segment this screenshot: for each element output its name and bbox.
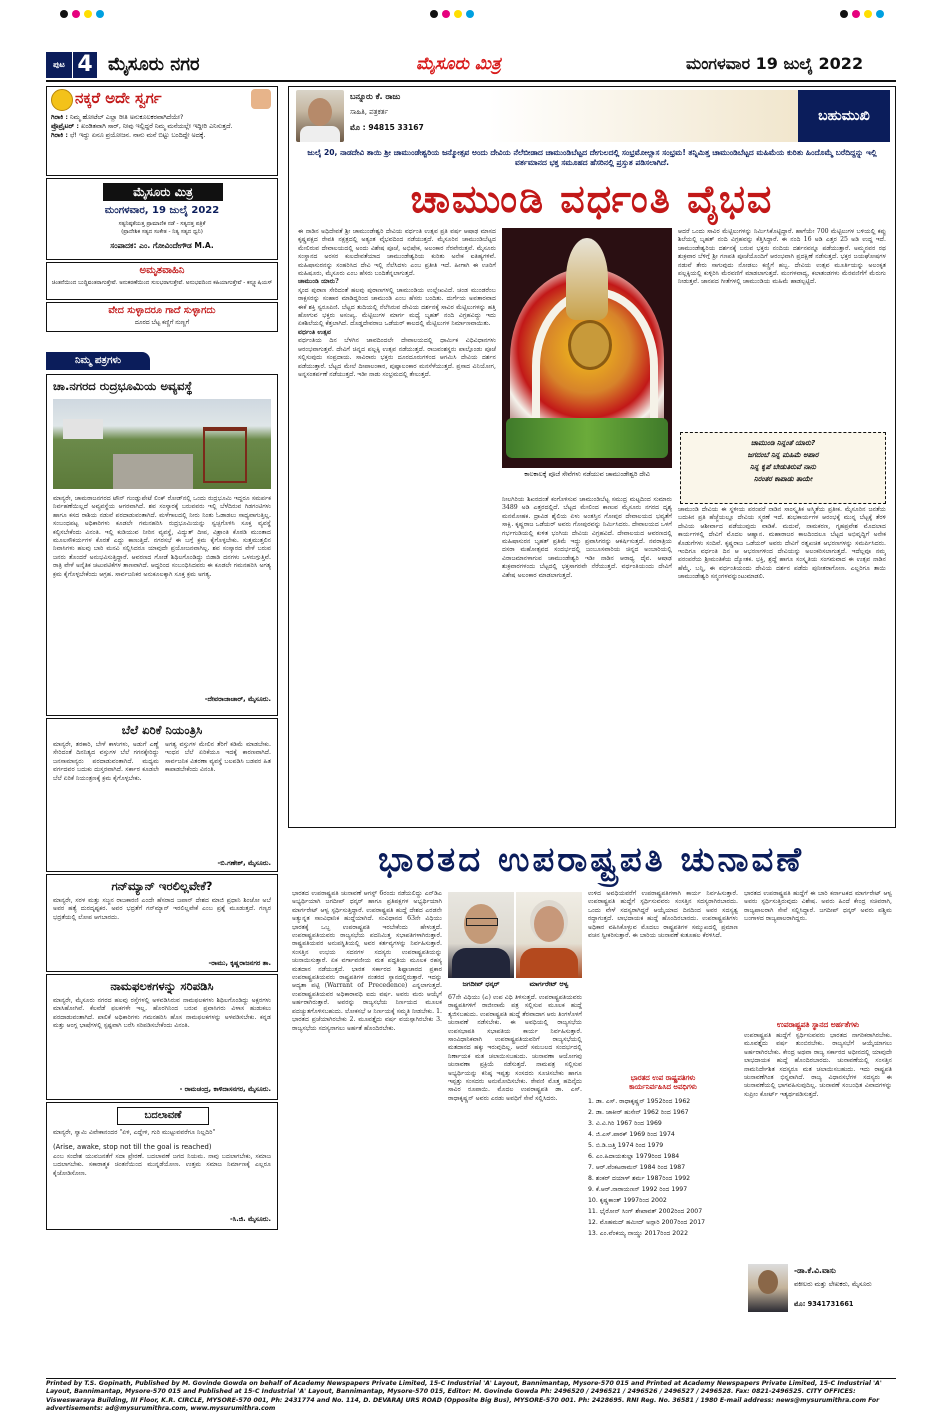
vp-list-item: 13. ಎಂ.ವೆಂಕಯ್ಯ ನಾಯ್ಡು 2017ರಿಂದ 2022 [588, 1230, 689, 1237]
registration-dot [442, 10, 450, 18]
letter-title: ನಾಮಫಲಕಗಳನ್ನು ಸರಿಪಡಿಸಿ [110, 979, 214, 993]
vp-list-box [588, 1074, 738, 1368]
vp-list-item: 11. ಭೈರೋನ್ ಸಿಂಗ್ ಶೇಖಾವತ್ 2002ರಿಂದ 2007 [588, 1208, 703, 1215]
article-headline: ಚಾಮುಂಡಿ ವರ್ಧಂತಿ ವೈಭವ [410, 177, 774, 221]
letter-title: ಬೆಲೆ ಏರಿಕೆ ನಿಯಂತ್ರಿಸಿ [121, 723, 203, 737]
letter-signature: -ದೇವರಾಜಾಚಾರ್, ಮೈಸೂರು. [204, 695, 271, 703]
letter-signature: -ಸಿ.ಜಿ. ಮೈಸೂರು. [230, 1215, 271, 1223]
song-line: ಚಾಮುಂಡಿ ನಿನ್ನಂತೆ ಯಾರು? [750, 439, 816, 447]
vp-article [288, 832, 896, 1376]
letter-body: ಮಾನ್ಯರೇ, ತರಕಾರಿ, ಬೇಳೆ ಕಾಳುಗಳು, ಅಡುಗೆ ಎಣ್ಣೆ ಸೇರಿದಂತೆ ದಿನನಿತ್ಯದ ವಸ್ತುಗಳ ಬೆಲೆ ಗಗನಕ್ಕೇರಿದ್ದು ಜನಸಾಮಾನ್ಯರು ಪರದಾಡುವಂತಾಗಿದೆ. ಮಧ್ಯಮ ವರ್ಗದವರ ಬದುಕು ದುಸ್ತರವಾಗಿದೆ. ಸರ್ಕಾರ ಕೂಡಲೇ ಬೆಲೆ ಏರಿಕೆ ನಿಯಂತ್ರಣಕ್ಕೆ ಕ್ರಮ ಕೈಗೊಳ್ಳಬೇಕು. [53, 741, 159, 782]
glasses-shape [466, 918, 498, 926]
letter-body: ಮಾನ್ಯರೇ, ಸ್ವಾಮಿ ವಿವೇಕಾನಂದರ "ಏಳಿ, ಎದ್ದೇಳಿ, ಗುರಿ ಮುಟ್ಟುವವರೆಗೂ ನಿಲ್ಲದಿರಿ" [53, 1129, 216, 1136]
registration-dot [60, 10, 68, 18]
letter-body: ಮಾನ್ಯರೇ, ಚಾಮರಾಜನಗರದ ಟೌನ್ ಗುಂಡ್ಲುಪೇಟೆ ಲಿಂಕ್ ರೋಡ್‌ನಲ್ಲಿ ಒಂದು ರುದ್ರಭೂಮಿ ಇದ್ದರೂ ಸಮರ್ಪಕ ನಿರ್ವಹಣೆಯಿಲ್ಲದೆ ಅವ್ಯವಸ್ಥೆಯ ಆಗರವಾಗಿದೆ. ಶವ ಸಂಸ್ಕಾರಕ್ಕೆ ಬರುವವರು ಇಲ್ಲಿ ಬೆಳೆದಿರುವ ಗಿಡಗಂಟಿಗಳು ಹಾಗೂ ಕಸದ ರಾಶಿಯ ನಡುವೆ ಪರದಾಡುವಂತಾಗಿದೆ. ಮಳೆಗಾಲದಲ್ಲಿ ನೀರು ನಿಂತು ಓಡಾಡಲು ಸಾಧ್ಯವಾಗುತ್ತಿಲ್ಲ. ಸಂಬಂಧಪಟ್ಟ ಅಧಿಕಾರಿಗಳು ಕೂಡಲೇ ಗಮನಹರಿಸಿ ರುದ್ರಭೂಮಿಯನ್ನು ಸ್ವಚ್ಛಗೊಳಿಸಿ ಸೂಕ್ತ ವ್ಯವಸ್ಥೆ ಕಲ್ಪಿಸಬೇಕೆಂದು ವಿನಂತಿ. ಇಲ್ಲಿ ಕುಡಿಯುವ ನೀರಿನ ವ್ಯವಸ್ಥೆ, ವಿದ್ಯುತ್ ದೀಪ, ವಿಶ್ರಾಂತಿ ಕೊಠಡಿ ಮುಂತಾದ ಮೂಲಸೌಕರ್ಯಗಳ ಕೊರತೆ ಎದ್ದು ಕಾಣುತ್ತಿದೆ. ನಗರಸಭೆ ಈ ಬಗ್ಗೆ ಕ್ರಮ ಕೈಗೊಳ್ಳಬೇಕು. ಸುತ್ತಮುತ್ತಲಿನ ನಿವಾಸಿಗಳು ಹಲವು ಬಾರಿ ಮನವಿ ಸಲ್ಲಿಸಿದರೂ ಯಾವುದೇ ಪ್ರಯೋಜನವಾಗಿಲ್ಲ. ಶವ ಸಂಸ್ಕಾರದ ವೇಳೆ ಬರುವ ಜನರು ತೊಂದರೆ ಅನುಭವಿಸುತ್ತಿದ್ದಾರೆ. ಆವರಣದ ಗೋಡೆ ಶಿಥಿಲಗೊಂಡಿದ್ದು ಬಿಡಾಡಿ ದನಗಳು ಒಳನುಗ್ಗುತ್ತಿವೆ. ರಾತ್ರಿ ವೇಳೆ ಅನೈತಿಕ ಚಟುವಟಿಕೆಗಳ ತಾಣವಾಗಿದೆ. ಆದ್ದರಿಂದ ಸಂಬಂಧಿಸಿದವರು ಈ ಕೂಡಲೇ ಗಮನಹರಿಸಿ ಅಗತ್ಯ ಕ್ರಮ ಕೈಗೊಳ್ಳಬೇಕೆಂದು ಆಗ್ರಹ. ಸಾರ್ವಜನಿಕರ ಅನುಕೂಲಕ್ಕಾಗಿ ಸೂಕ್ತ ಕ್ರಮ ಅಗತ್ಯ. [53, 495, 271, 578]
author-phone: ಮೊ: 9341731661 [794, 1300, 854, 1308]
author-name: ಬನ್ನೂರು ಕೆ. ರಾಜು [350, 92, 401, 101]
cartoon-icon [251, 89, 271, 109]
veda-text: ದೂರದ ಬೆಟ್ಟ ಕಣ್ಣಿಗೆ ನುಣ್ಣಗೆ [134, 319, 190, 326]
letter-box [46, 974, 278, 1100]
vp-list-item: 2. ಡಾ. ಜಾಕೀರ್ ಹುಸೇನ್ 1962 ರಿಂದ 1967 [588, 1109, 689, 1116]
vp-list-item: 7. ಆರ್.ವೆಂಕಟರಾಮನ್ 1984 ರಿಂದ 1987 [588, 1164, 686, 1171]
vp-body-col4b: ಉಪರಾಷ್ಟ್ರಪತಿ ಹುದ್ದೆಗೆ ಸ್ಪರ್ಧಿಸುವವರು ಭಾರತದ ನಾಗರಿಕರಾಗಿರಬೇಕು. ಮೂವತ್ತೈದು ವರ್ಷ ತುಂಬಿರಬೇಕು. ರಾಜ್ಯಸಭೆಗೆ ಆಯ್ಕೆಯಾಗಲು ಅರ್ಹರಾಗಿರಬೇಕು. ಕೇಂದ್ರ ಅಥವಾ ರಾಜ್ಯ ಸರ್ಕಾರದ ಅಧೀನದಲ್ಲಿ ಯಾವುದೇ ಲಾಭದಾಯಕ ಹುದ್ದೆ ಹೊಂದಿರಬಾರದು. ಚುನಾವಣೆಯಲ್ಲಿ ಸಂಸತ್ತಿನ ನಾಮನಿರ್ದೇಶಿತ ಸದಸ್ಯರೂ ಮತ ಚಲಾಯಿಸಬಹುದು. ಇದು ರಾಷ್ಟ್ರಪತಿ ಚುನಾವಣೆಗಿಂತ ಭಿನ್ನವಾಗಿದೆ. ರಾಜ್ಯ ವಿಧಾನಸಭೆಗಳ ಸದಸ್ಯರು ಈ ಚುನಾವಣೆಯಲ್ಲಿ ಭಾಗವಹಿಸುವುದಿಲ್ಲ. ಚುನಾವಣೆ ಸಂಬಂಧಿತ ವಿವಾದಗಳನ್ನು ಸುಪ್ರೀಂ ಕೋರ್ಟ್ ಇತ್ಯರ್ಥಪಡಿಸುತ್ತದೆ. [744, 1032, 892, 1098]
article-body-col2: ನೀಲಗಿರಿಯ ಶಿಖರದಂತೆ ಕಂಗೊಳಿಸುವ ಚಾಮುಂಡಿಬೆಟ್ಟ ಸಮುದ್ರ ಮಟ್ಟದಿಂದ ಸುಮಾರು 3489 ಅಡಿ ಎತ್ತರದಲ್ಲಿದೆ. ಬೆಟ್ಟದ ಮೇಲಿಂದ ಕಾಣುವ ಮೈಸೂರು ನಗರದ ದೃಶ್ಯ ಮನಮೋಹಕ. ದ್ರಾವಿಡ ಶೈಲಿಯ ಏಳು ಅಂತಸ್ತಿನ ಗೋಪುರ ದೇವಾಲಯದ ಭವ್ಯತೆಗೆ ಸಾಕ್ಷಿ. ಕೃಷ್ಣರಾಜ ಒಡೆಯರ್ ಅವರು ಗೋಪುರವನ್ನು ನಿರ್ಮಿಸಿದರು. ದೇವಾಲಯದ ಒಳಗೆ ಗರ್ಭಗುಡಿಯಲ್ಲಿ ಕುಳಿತ ಭಂಗಿಯ ದೇವಿಯ ವಿಗ್ರಹವಿದೆ. ದೇವಾಲಯದ ಆವರಣದಲ್ಲಿ ಮಹಿಷಾಸುರನ ಬೃಹತ್ ಪ್ರತಿಮೆ ಇದ್ದು ಪ್ರವಾಸಿಗರನ್ನು ಆಕರ್ಷಿಸುತ್ತದೆ. ನವರಾತ್ರಿಯ ದಸರಾ ಮಹೋತ್ಸವದ ಸಂದರ್ಭದಲ್ಲಿ ಜಂಬೂಸವಾರಿಯ ಚಿನ್ನದ ಅಂಬಾರಿಯಲ್ಲಿ ವಿರಾಜಮಾನಳಾಗುವ ಚಾಮುಂಡೇಶ್ವರಿ ಇಡೀ ನಾಡಿನ ಆರಾಧ್ಯ ದೈವ. ಆಷಾಢ ಶುಕ್ರವಾರಗಳಂದು ಬೆಟ್ಟದಲ್ಲಿ ಭಕ್ತಸಾಗರವೇ ನೆರೆಯುತ್ತದೆ. ವರ್ಧಂತಿಯಂದು ದೇವಿಗೆ ವಿಶೇಷ ಅಲಂಕಾರ ಮಾಡಲಾಗುತ್ತದೆ. [502, 496, 672, 579]
letter-body: ಮಾನ್ಯರೇ, ಮೈಸೂರು ನಗರದ ಹಲವು ರಸ್ತೆಗಳಲ್ಲಿ ಅಳವಡಿಸಿರುವ ನಾಮಫಲಕಗಳು ಶಿಥಿಲಗೊಂಡಿದ್ದು ಅಕ್ಷರಗಳು ಮಾಸಿಹೋಗಿವೆ. ಕೆಲವೆಡೆ ಫಲಕಗಳೇ ಇಲ್ಲ. ಹೊರಗಿನಿಂದ ಬರುವ ಪ್ರವಾಸಿಗರು ವಿಳಾಸ ಹುಡುಕಲು ಪರದಾಡುವಂತಾಗಿದೆ. ಪಾಲಿಕೆ ಅಧಿಕಾರಿಗಳು ಗಮನಹರಿಸಿ ಹೊಸ ನಾಮಫಲಕಗಳನ್ನು ಅಳವಡಿಸಬೇಕು. ಕನ್ನಡ ಮತ್ತು ಆಂಗ್ಲ ಭಾಷೆಗಳಲ್ಲಿ ಸ್ಪಷ್ಟವಾಗಿ ಬರೆಸಿ ಸರಿಪಡಿಸಬೇಕೆಂದು ವಿನಂತಿ. [53, 997, 271, 1030]
vp-list-item: 12. ಮೊಹಮದ್ ಹಮೀದ್ ಅನ್ಸಾರಿ 2007ರಿಂದ 2017 [588, 1219, 706, 1226]
leaf-decoration [506, 418, 668, 458]
letter-quote: (Arise, awake, stop not till the goal is reached) [53, 1143, 212, 1151]
author-role: ಸಾಹಿತಿ, ಪತ್ರಕರ್ತ [350, 108, 389, 116]
amrutha-box [46, 262, 278, 300]
letter-box [46, 374, 278, 716]
registration-dot [852, 10, 860, 18]
bahumukhi-article [288, 86, 896, 828]
song-line: ನಿರಂತರ ಕಾಪಾಡು ತಾಯೇ [753, 475, 813, 483]
shirt-shape [300, 126, 340, 142]
goddess-photo [502, 228, 672, 468]
article-body-col1: ಈ ನಾಡಿನ ಅಧಿದೇವತೆ ಶ್ರೀ ಚಾಮುಂಡೇಶ್ವರಿ ದೇವಿಯ ವರ್ಧಂತಿ ಉತ್ಸವ ಪ್ರತಿ ವರ್ಷ ಆಷಾಢ ಮಾಸದ ಕೃಷ್ಣಪಕ್ಷದ ರೇವತಿ ನಕ್ಷತ್ರದಲ್ಲಿ ಅತ್ಯಂತ ವೈಭವದಿಂದ ನಡೆಯುತ್ತದೆ. ಮೈಸೂರಿನ ಚಾಮುಂಡಿಬೆಟ್ಟದ ಮೇಲಿರುವ ದೇವಾಲಯದಲ್ಲಿ ಅಂದು ವಿಶೇಷ ಪೂಜೆ, ಅಭಿಷೇಕ, ಅಲಂಕಾರ ನೆರವೇರುತ್ತವೆ. ಮೈಸೂರು ಸಂಸ್ಥಾನದ ಅರಸರ ಕುಲದೇವತೆಯಾದ ಚಾಮುಂಡೇಶ್ವರಿಯ ಕುರಿತು ಅನೇಕ ಐತಿಹ್ಯಗಳಿವೆ. ಮಹಿಷಾಸುರನನ್ನು ಸಂಹರಿಸಿದ ದೇವಿ ಇಲ್ಲಿ ನೆಲೆಸಿದಳು ಎಂಬ ಪ್ರತೀತಿ ಇದೆ. ಹೀಗಾಗಿ ಈ ಊರಿಗೆ ಮಹಿಷೂರು, ಮೈಸೂರು ಎಂಬ ಹೆಸರು ಬಂದಿತೆನ್ನಲಾಗುತ್ತದೆ. ಚಾಮುಂಡಿ ಯಾರು? ಸ್ಕಂದ ಪುರಾಣ ಸೇರಿದಂತೆ ಹಲವು ಪುರಾಣಗಳಲ್ಲಿ ಚಾಮುಂಡಿಯ ಉಲ್ಲೇಖವಿದೆ. ಚಂಡ ಮುಂಡರೆಂಬ ರಾಕ್ಷಸರನ್ನು ಸಂಹಾರ ಮಾಡಿದ್ದರಿಂದ ಚಾಮುಂಡಿ ಎಂಬ ಹೆಸರು ಬಂದಿತು. ದುರ್ಗೆಯ ಅವತಾರವಾದ ಈಕೆ ಶಕ್ತಿ ಸ್ವರೂಪಿಣಿ. ಬೆಟ್ಟದ ತುದಿಯಲ್ಲಿ ನೆಲೆಸಿರುವ ದೇವಿಯ ದರ್ಶನಕ್ಕೆ ಸಾವಿರ ಮೆಟ್ಟಿಲುಗಳನ್ನು ಹತ್ತಿ ಹೋಗುವ ಭಕ್ತರು ಅಸಂಖ್ಯ. ಮೆಟ್ಟಿಲುಗಳ ಮಾರ್ಗ ಮಧ್ಯೆ ಬೃಹತ್ ನಂದಿ ವಿಗ್ರಹವಿದ್ದು ಇದು ಏಕಶಿಲೆಯಲ್ಲಿ ಕೆತ್ತಲಾಗಿದೆ. ದೊಡ್ಡದೇವರಾಜ ಒಡೆಯರ್ ಕಾಲದಲ್ಲಿ ಮೆಟ್ಟಿಲುಗಳ ನಿರ್ಮಾಣವಾಯಿತು. ವರ್ಧಂತಿ ಉತ್ಸವ ವರ್ಧಂತಿಯ ದಿನ ಬೆಳಗಿನ ಜಾವದಿಂದಲೇ ದೇವಾಲಯದಲ್ಲಿ ಧಾರ್ಮಿಕ ವಿಧಿವಿಧಾನಗಳು ಆರಂಭವಾಗುತ್ತವೆ. ದೇವಿಗೆ ಚಿನ್ನದ ಪಲ್ಲಕ್ಕಿ ಉತ್ಸವ ನಡೆಯುತ್ತದೆ. ರಾಜವಂಶಸ್ಥರು ಪಾಲ್ಗೊಂಡು ಪೂಜೆ ಸಲ್ಲಿಸುವುದು ಸಂಪ್ರದಾಯ. ಸಾವಿರಾರು ಭಕ್ತರು ದೂರದೂರುಗಳಿಂದ ಆಗಮಿಸಿ ದೇವಿಯ ದರ್ಶನ ಪಡೆಯುತ್ತಾರೆ. ಬೆಟ್ಟದ ಮೇಲೆ ದೀಪಾಲಂಕಾರ, ಪುಷ್ಪಾಲಂಕಾರ ಮನಸೆಳೆಯುತ್ತದೆ. ಪ್ರಸಾದ ವಿನಿಯೋಗ, ಅನ್ನಸಂತರ್ಪಣೆ ನಡೆಯುತ್ತದೆ. ಇಡೀ ನಾಡು ಸಂಭ್ರಮದಲ್ಲಿ ತೇಲುತ್ತದೆ. [298, 228, 496, 378]
paper-tagline: ಸತ್ಯನಿಷ್ಠತೆಯತ್ತ ಪ್ರಾಮಾಣಿಕ ನಡೆ - ಸತ್ಯದತ್ತ ಪತ್ರಿಕೆ [118, 221, 206, 227]
amrutha-text: ಚಿಂತನೆಯಿಂದ ಬುದ್ಧಿವಂತರಾಗುತ್ತೇವೆ. ಅನುಕರಣೆಯಿಂದ ಸುಲಭರಾಗುತ್ತೇವೆ. ಅನುಭವದಿಂದ ಕಹಿಯಾಗುತ್ತೇವೆ - ಕನ್ಫ್ಯೂಷಿಯಸ್ [51, 280, 273, 286]
letter-title: ಚಾ.ನಗರದ ರುದ್ರಭೂಮಿಯ ಅವ್ಯವಸ್ಥೆ [53, 379, 193, 393]
left-column [46, 86, 278, 1376]
vp-body-col1: ಭಾರತದ ಉಪರಾಷ್ಟ್ರಪತಿ ಚುನಾವಣೆ ಆಗಸ್ಟ್ 6ರಂದು ನಡೆಯಲಿದ್ದು ಎನ್‌ಡಿಎ ಅಭ್ಯರ್ಥಿಯಾಗಿ ಜಗದೀಪ್ ಧನ್ಕರ್ ಹಾಗೂ ಪ್ರತಿಪಕ್ಷಗಳ ಅಭ್ಯರ್ಥಿಯಾಗಿ ಮಾರ್ಗರೇಟ್ ಆಳ್ವ ಸ್ಪರ್ಧಿಸುತ್ತಿದ್ದಾರೆ. ಉಪರಾಷ್ಟ್ರಪತಿ ಹುದ್ದೆ ದೇಶದ ಎರಡನೇ ಅತ್ಯುನ್ನತ ಸಾಂವಿಧಾನಿಕ ಹುದ್ದೆಯಾಗಿದೆ. ಸಂವಿಧಾನದ 63ನೇ ವಿಧಿಯು ಭಾರತಕ್ಕೆ ಒಬ್ಬ ಉಪರಾಷ್ಟ್ರಪತಿ ಇರಬೇಕೆಂದು ಹೇಳುತ್ತದೆ. ಉಪರಾಷ್ಟ್ರಪತಿಯವರು ರಾಜ್ಯಸಭೆಯ ಪದನಿಮಿತ್ತ ಸಭಾಪತಿಗಳಾಗಿರುತ್ತಾರೆ. ರಾಷ್ಟ್ರಪತಿಯವರ ಅನುಪಸ್ಥಿತಿಯಲ್ಲಿ ಅವರ ಕರ್ತವ್ಯಗಳನ್ನು ನಿರ್ವಹಿಸುತ್ತಾರೆ. ಸಂಸತ್ತಿನ ಉಭಯ ಸದನಗಳ ಸದಸ್ಯರು ಉಪರಾಷ್ಟ್ರಪತಿಯನ್ನು ಚುನಾಯಿಸುತ್ತಾರೆ. ಏಕ ವರ್ಗಾವಣೀಯ ಮತ ಪದ್ಧತಿಯ ಮೂಲಕ ರಹಸ್ಯ ಮತದಾನ ನಡೆಯುತ್ತದೆ. ಭಾರತ ಸರ್ಕಾರದ ಶಿಷ್ಟಾಚಾರದ ಪ್ರಕಾರ ಉಪರಾಷ್ಟ್ರಪತಿಯವರು ರಾಷ್ಟ್ರಪತಿಗಳ ನಂತರದ ಸ್ಥಾನದಲ್ಲಿರುತ್ತಾರೆ. ಇದನ್ನು ಆದ್ಯತಾ ಪಟ್ಟಿ (Warrant of Precedence) ಎನ್ನಲಾಗುತ್ತದೆ. ಉಪರಾಷ್ಟ್ರಪತಿಯವರ ಅಧಿಕಾರಾವಧಿ ಐದು ವರ್ಷ. ಅವರು ಮರು ಆಯ್ಕೆಗೆ ಅರ್ಹರಾಗಿರುತ್ತಾರೆ. ಅವರನ್ನು ರಾಜ್ಯಸಭೆಯ ನಿರ್ಣಯದ ಮೂಲಕ ಪದಚ್ಯುತಗೊಳಿಸಬಹುದು. ಲೋಕಸಭೆ ಆ ನಿರ್ಣಯಕ್ಕೆ ಸಮ್ಮತಿ ನೀಡಬೇಕು. 1. ಭಾರತದ ಪ್ರಜೆಯಾಗಿರಬೇಕು 2. ಮೂವತ್ತೈದು ವರ್ಷ ವಯಸ್ಸಾಗಿರಬೇಕು 3. ರಾಜ್ಯಸಭೆಯ ಸದಸ್ಯನಾಗಲು ಅರ್ಹತೆ ಹೊಂದಿರಬೇಕು. [292, 890, 442, 1032]
paper-info-box [46, 178, 278, 260]
vp-list-item: 1. ಡಾ. ಎಸ್. ರಾಧಾಕೃಷ್ಣನ್ 1952ರಿಂದ 1962 [588, 1098, 691, 1105]
vp-list-item: 6. ಎಂ.ಹಿದಾಯತುಲ್ಲಾ 1979ರಿಂದ 1984 [588, 1153, 680, 1160]
letter-body: ಎಂಬ ಸಂದೇಶ ಯುವಜನತೆಗೆ ಸದಾ ಪ್ರೇರಣೆ. ಬದಲಾವಣೆ ಜಗದ ನಿಯಮ. ನಾವು ಬದಲಾಗಬೇಕು, ಸಮಾಜ ಬದಲಾಗಬೇಕು. ಸಕಾರಾತ್ಮಕ ಚಿಂತನೆಯಿಂದ ಮುನ್ನಡೆಯೋಣ. ಉತ್ತಮ ಸಮಾಜ ನಿರ್ಮಾಣಕ್ಕೆ ಎಲ್ಲರೂ ಕೈಜೋಡಿಸೋಣ. [53, 1153, 271, 1177]
vp-list-title: ಕಾರ್ಯನಿರ್ವಹಿಸಿದ ಅವಧಿಗಳು [629, 1083, 697, 1091]
column-name: ಬಹುಮುಖಿ [798, 90, 890, 142]
author-photo [748, 1264, 788, 1312]
imprint-text: Printed by T.S. Gopinath, Published by M. Govinde Gowda on behalf of Academy Newspapers Private Limited, 15-C Industrial 'A' Layout, Bannimantap, Mysore-570 015 and Printed at Academy Newspapers Private Limited, 15-C Industrial 'A' Layout, Bannimantap, Mysore-570 015 and Published at 15-C Industrial 'A' Layout, Bannimantap, Mysore-570 015, Editor: M. Govinde Gowda Ph: 2496520 / 2496521 / 2496526 / 2496527 / 2496528. Fax: 0821-2496525. CITY OFFICES: Visweswaraya Building, III Floor, K.R. CIRCLE, MYSORE-570 001, Ph: 2431774 and No. 114, D. DEVARAJ URS ROAD (Opposite Big Bus), MYSORE-570 001. Ph: 2428695. RNI Reg. No. 36581 / 1980 E-mail address: news@mysurumithra.com For advertisements: ad@mysurumithra.com, www.mysurumithra.com [46, 1380, 882, 1413]
header-rule [46, 80, 896, 82]
letter-box [46, 718, 278, 872]
gate-shape [203, 427, 247, 483]
vp-headline: ಭಾರತದ ಉಪರಾಷ್ಟ್ರಪತಿ ಚುನಾವಣೆ [377, 840, 805, 880]
song-line: ನಿನ್ನ ಕೃಪೆ ಬೇಡುತಿರುವೆ ನಾನು [750, 463, 816, 471]
face-shape [534, 906, 564, 942]
author-phone: ಮೊ : 94815 33167 [350, 123, 424, 132]
author-info [350, 92, 490, 133]
article-body-col3: ಆದರೆ ಒಂದು ಸಾವಿರ ಮೆಟ್ಟಿಲುಗಳನ್ನು ನಿರ್ಮಿಸಿಕೊಟ್ಟಿದ್ದಾರೆ. ಹಾಗೆಯೇ 700 ಮೆಟ್ಟಿಲುಗಳ ಬಳಿಯಲ್ಲಿ ಕಪ್ಪು ಶಿಲೆಯಲ್ಲಿ ಬೃಹತ್ ನಂದಿ ವಿಗ್ರಹವನ್ನು ಕೆತ್ತಿಸಿದ್ದಾರೆ. ಈ ನಂದಿ 16 ಅಡಿ ಎತ್ತರ 25 ಅಡಿ ಉದ್ದ ಇದೆ. ಚಾಮುಂಡೇಶ್ವರಿಯ ದರ್ಶನಕ್ಕೆ ಬರುವ ಭಕ್ತರು ನಂದಿಯ ದರ್ಶನವನ್ನೂ ಪಡೆಯುತ್ತಾರೆ. ಅಮ್ಮನವರ ರಥ ಶುಕ್ರವಾರ ಬೆಳಿಗ್ಗೆ ಶ್ರೀ ಗಣಪತಿ ಪೂಜೆಯೊಂದಿಗೆ ಆರಂಭವಾಗಿ ಪ್ರದಕ್ಷಿಣೆ ನಡೆಸುತ್ತದೆ. ಭಕ್ತರ ಜಯಘೋಷಗಳ ನಡುವೆ ತೇರು ಸಾಗುವುದು ನೋಡಲು ಕಣ್ಣಿಗೆ ಹಬ್ಬ. ದೇವಿಯ ಉತ್ಸವ ಮೂರ್ತಿಯನ್ನು ಅಲಂಕೃತ ಪಲ್ಲಕ್ಕಿಯಲ್ಲಿ ಕುಳ್ಳಿರಿಸಿ ಮೆರವಣಿಗೆ ಮಾಡಲಾಗುತ್ತದೆ. ಮಂಗಳವಾದ್ಯ, ಕಲಾತಂಡಗಳು ಮೆರವಣಿಗೆಗೆ ಮೆರುಗು ನೀಡುತ್ತವೆ. ಜಾನಪದ ಗೀತೆಗಳಲ್ಲಿ ಚಾಮುಂಡಿಯ ಮಹಿಮೆ ಹಾಡಲ್ಪಟ್ಟಿದೆ. [678, 228, 886, 286]
veda-title: ವೇದ ಸುಳ್ಳಾದರೂ ಗಾದೆ ಸುಳ್ಳಾಗದು [108, 305, 216, 316]
photo-caption: ಕಾಲಕಾಲಕ್ಕೆ ಪೂಜೆ ಸೇವೆಗಳು ನಡೆಯುವ ಚಾಮುಂಡೇಶ್ವರಿ ದೇವಿ [524, 470, 650, 478]
letter-title-box: ಬದಲಾವಣೆ [117, 1107, 209, 1125]
song-box [680, 432, 886, 504]
nakkare-box [46, 86, 278, 176]
suit-shape [452, 948, 510, 978]
photo-caption: ಜಗದೀಪ್ ಧನ್ಕರ್ [462, 980, 500, 988]
letter-signature: -ಬಿ.ಗಣೇಶ್, ಮೈಸೂರು. [217, 859, 271, 867]
paper-date: ಮಂಗಳವಾರ, 19 ಜುಲೈ 2022 [104, 205, 220, 216]
saree-shape [520, 948, 578, 978]
vp-list-item: 4. ಜಿ.ಎಸ್.ಪಾಠಕ್ 1969 ರಿಂದ 1974 [588, 1131, 675, 1138]
face-shape [308, 98, 332, 126]
author-role: ವಕೀಲರು ಮತ್ತು ಲೇಖಕರು, ಮೈಸೂರು [794, 1280, 872, 1288]
cemetery-photo [53, 399, 271, 489]
goddess-face [568, 320, 612, 370]
editor-name: ಸಂಪಾದಕ: ಎಂ. ಗೋವಿಂದೇಗೌಡ M.A. [110, 241, 214, 250]
registration-dot [72, 10, 80, 18]
registration-dot [96, 10, 104, 18]
vp-body-col3: ಉಳಿದ ಅವಧಿಯವರೆಗೆ ಉಪರಾಷ್ಟ್ರಪತಿಗಳಾಗಿ ಕಾರ್ಯ ನಿರ್ವಹಿಸುತ್ತಾರೆ. ಉಪರಾಷ್ಟ್ರಪತಿ ಹುದ್ದೆಗೆ ಸ್ಪರ್ಧಿಸುವವರು ಸಂಸತ್ತಿನ ಸದಸ್ಯರಾಗಿರಬಾರದು. ಒಂದು ವೇಳೆ ಸದಸ್ಯರಾಗಿದ್ದರೆ ಆಯ್ಕೆಯಾದ ದಿನದಿಂದ ಅವರ ಸದಸ್ಯತ್ವ ರದ್ದಾಗುತ್ತದೆ. ಲಾಭದಾಯಕ ಹುದ್ದೆ ಹೊಂದಿರಬಾರದು. ಉಪರಾಷ್ಟ್ರಪತಿಗಳು ಅಧಿಕಾರ ವಹಿಸಿಕೊಳ್ಳುವ ಮೊದಲು ರಾಷ್ಟ್ರಪತಿಗಳ ಸಮ್ಮುಖದಲ್ಲಿ ಪ್ರಮಾಣ ವಚನ ಸ್ವೀಕರಿಸುತ್ತಾರೆ. ಈ ಬಾರಿಯ ಚುನಾವಣೆ ಕುತೂಹಲ ಕೆರಳಿಸಿದೆ. [588, 890, 738, 940]
paper-logo: ಮೈಸೂರು ಮಿತ್ರ [103, 183, 223, 201]
nakkare-title: ನಕ್ಕರೆ ಅದೇ ಸ್ವರ್ಗ [75, 89, 162, 107]
joke-line: ಗಿರಾಕಿ : ನಿಮ್ಮ ಹೋಟೆಲ್ ಎಲ್ಲಾ ರೀತಿ ಅನುಕೂಲಕರವಾಗಿದೆಯೇ? [51, 113, 184, 121]
joke-list [51, 113, 273, 140]
page-number: 4 [73, 52, 97, 78]
registration-dot [466, 10, 474, 18]
page-header [46, 52, 896, 78]
header-date: ಮಂಗಳವಾರ 19 ಜುಲೈ 2022 [686, 54, 864, 73]
registration-dot [84, 10, 92, 18]
article-body-col3b: ಚಾಮುಂಡಿ ದೇವಿಯ ಈ ಸ್ಥಳೀಯ ಪರಂಪರೆ ನಾಡಿನ ಸಾಂಸ್ಕೃತಿಕ ಅಸ್ಮಿತೆಯ ಪ್ರತೀಕ. ಮೈಸೂರಿನ ಜನತೆಯ ಬದುಕಿನ ಪ್ರತಿ ಹೆಜ್ಜೆಯಲ್ಲೂ ದೇವಿಯ ಸ್ಮರಣೆ ಇದೆ. ಶುಭಕಾರ್ಯಗಳ ಆರಂಭಕ್ಕೆ ಮುನ್ನ ಬೆಟ್ಟಕ್ಕೆ ತೆರಳಿ ದೇವಿಯ ಆಶೀರ್ವಾದ ಪಡೆಯುವುದು ವಾಡಿಕೆ. ಮದುವೆ, ನಾಮಕರಣ, ಗೃಹಪ್ರವೇಶ ಮೊದಲಾದ ಕಾರ್ಯಗಳಲ್ಲಿ ದೇವಿಗೆ ಮೊದಲ ಆಹ್ವಾನ. ಮಹಾರಾಜರ ಕಾಲದಿಂದಲೂ ಬೆಟ್ಟದ ಅಭಿವೃದ್ಧಿಗೆ ಅನೇಕ ಕೊಡುಗೆಗಳು ಸಂದಿವೆ. ಕೃಷ್ಣರಾಜ ಒಡೆಯರ್ ಅವರು ದೇವಿಗೆ ರತ್ನಖಚಿತ ಆಭರಣಗಳನ್ನು ಸಮರ್ಪಿಸಿದರು. ಇಂದಿಗೂ ವರ್ಧಂತಿ ದಿನ ಆ ಆಭರಣಗಳಿಂದ ದೇವಿಯನ್ನು ಅಲಂಕರಿಸಲಾಗುತ್ತದೆ. ಇದೆಲ್ಲವೂ ನಮ್ಮ ಪರಂಪರೆಯ ಶ್ರೀಮಂತಿಕೆಯ ದ್ಯೋತಕ. ಭಕ್ತಿ, ಶ್ರದ್ಧೆ ಹಾಗೂ ಸಂಸ್ಕೃತಿಯ ಸಂಗಮವಾದ ಈ ಉತ್ಸವ ನಾಡಿನ ಹೆಮ್ಮೆ. ಬನ್ನಿ, ಈ ವರ್ಧಂತಿಯಂದು ದೇವಿಯ ದರ್ಶನ ಪಡೆದು ಪುನೀತರಾಗೋಣ. ಎಲ್ಲರಿಗೂ ತಾಯಿ ಚಾಮುಂಡೇಶ್ವರಿ ಸನ್ಮಂಗಳವನ್ನುಂಟುಮಾಡಲಿ. [678, 506, 886, 581]
masthead: ಮೈಸೂರು ಮಿತ್ರ [416, 54, 501, 74]
letters-tab: ನಿಮ್ಮ ಪತ್ರಗಳು [46, 352, 150, 370]
road-shape [113, 454, 193, 489]
vp-list-item: 3. ವಿ.ವಿ.ಗಿರಿ 1967 ರಿಂದ 1969 [588, 1120, 662, 1127]
registration-dot [864, 10, 872, 18]
letter-signature: -ರಾಮು, ಕೃಷ್ಣರಾಜನಗರ ತಾ. [208, 959, 271, 967]
vp-list-item: 10. ಕೃಷ್ಣಕಾಂತ್ 1997ರಿಂದ 2002 [588, 1197, 667, 1204]
veda-box [46, 302, 278, 332]
building-shape [63, 419, 103, 439]
vp-subheading: ಉಪರಾಷ್ಟ್ರಪತಿ ಸ್ಥಾನದ ಅರ್ಹತೆಗಳು [776, 1020, 860, 1029]
registration-dot [454, 10, 462, 18]
letter-box [46, 874, 278, 972]
vp-list-item: 8. ಶಂಕರ್ ದಯಾಳ್ ಶರ್ಮ 1987ರಿಂದ 1992 [588, 1175, 691, 1182]
registration-dot [430, 10, 438, 18]
letter-box [46, 1102, 278, 1230]
candidate-photo-alva [516, 892, 582, 978]
registration-dot [876, 10, 884, 18]
footer-rule [46, 1378, 896, 1379]
letter-signature: - ರಾಮಚಂದ್ರ, ಕಾಳಿದಾಸನಗರ, ಮೈಸೂರು. [179, 1085, 271, 1093]
vp-body-col4: ಭಾರತದ ಉಪರಾಷ್ಟ್ರಪತಿ ಹುದ್ದೆಗೆ ಈ ಬಾರಿ ಕರ್ನಾಟಕದ ಮಾರ್ಗರೇಟ್ ಆಳ್ವ ಅವರು ಸ್ಪರ್ಧಿಸುತ್ತಿರುವುದು ವಿಶೇಷ. ಅವರು ಹಿಂದೆ ಕೇಂದ್ರ ಸಚಿವರಾಗಿ, ರಾಜ್ಯಪಾಲರಾಗಿ ಸೇವೆ ಸಲ್ಲಿಸಿದ್ದಾರೆ. ಜಗದೀಪ್ ಧನ್ಕರ್ ಅವರು ಪಶ್ಚಿಮ ಬಂಗಾಳದ ರಾಜ್ಯಪಾಲರಾಗಿದ್ದರು. [744, 890, 892, 923]
article-intro: ಜುಲೈ 20, ನಾಡದೇವಿ ತಾಯಿ ಶ್ರೀ ಚಾಮುಂಡೇಶ್ವರಿಯ ಜನ್ಮೋತ್ಸವ ಅಂದು ದೇವಿಯ ನೆಲೆಬೀಡಾದ ಚಾಮುಂಡಿಬೆಟ್ಟದ ದೇಗುಲದಲ್ಲಿ ಸಂಭ್ರಮೋಲ್ಲಾಸ ಸಂಭ್ರಮ! ತನ್ನಿಮಿತ್ತ ಚಾಮುಂಡಿಬೆಟ್ಟದ ಮಹಿಮೆಯ ಕುರಿತು ಹಿಂದೊಮ್ಮೆ ಬರೆದಿದ್ದನ್ನು ಇಲ್ಲಿ ವರ್ತಮಾನದ ಭಕ್ತ ಸಮೂಹದ ಹೆಸರಿನಲ್ಲಿ ಪ್ರಸ್ತುತ ಪಡಿಸಲಾಗಿದೆ. [307, 148, 877, 167]
amrutha-title: ಅಮೃತವಾಹಿನಿ [139, 265, 185, 276]
page-label: ಪುಟ [46, 52, 72, 78]
vp-body-col2: 67ನೇ ವಿಧಿಯು (ಎ) ಉಪ ವಿಧಿ ತಿಳಿಸುತ್ತದೆ. ಉಪರಾಷ್ಟ್ರಪತಿಯವರು ರಾಷ್ಟ್ರಪತಿಗಳಿಗೆ ರಾಜೀನಾಮೆ ಪತ್ರ ಸಲ್ಲಿಸುವ ಮೂಲಕ ಹುದ್ದೆ ತ್ಯಜಿಸಬಹುದು. ಉಪರಾಷ್ಟ್ರಪತಿ ಹುದ್ದೆ ತೆರವಾದಾಗ ಆರು ತಿಂಗಳೊಳಗೆ ಚುನಾವಣೆ ನಡೆಸಬೇಕು. ಈ ಅವಧಿಯಲ್ಲಿ ರಾಜ್ಯಸಭೆಯ ಉಪಸಭಾಪತಿ ಸಭಾಪತಿಯ ಕಾರ್ಯ ನಿರ್ವಹಿಸುತ್ತಾರೆ. ಸಾಂವಿಧಾನಿಕವಾಗಿ ಉಪರಾಷ್ಟ್ರಪತಿಯವರಿಗೆ ರಾಜ್ಯಸಭೆಯಲ್ಲಿ ಮತದಾನದ ಹಕ್ಕು ಇರುವುದಿಲ್ಲ. ಆದರೆ ಸಮಬಲದ ಸಂದರ್ಭದಲ್ಲಿ ನಿರ್ಣಾಯಕ ಮತ ಚಲಾಯಿಸಬಹುದು. ಚುನಾವಣಾ ಆಯೋಗವು ಚುನಾವಣಾ ಪ್ರಕ್ರಿಯೆ ನಡೆಸುತ್ತದೆ. ನಾಮಪತ್ರ ಸಲ್ಲಿಸುವ ಅಭ್ಯರ್ಥಿಯನ್ನು ಕನಿಷ್ಠ ಇಪ್ಪತ್ತು ಸಂಸದರು ಸೂಚಿಸಬೇಕು ಹಾಗೂ ಇಪ್ಪತ್ತು ಸಂಸದರು ಅನುಮೋದಿಸಬೇಕು. ಠೇವಣಿ ಮೊತ್ತ ಹದಿನೈದು ಸಾವಿರ ರೂಪಾಯಿ. ಮೊದಲ ಉಪರಾಷ್ಟ್ರಪತಿ ಡಾ. ಎಸ್. ರಾಧಾಕೃಷ್ಣನ್ ಅವರು ಎರಡು ಅವಧಿಗೆ ಸೇವೆ ಸಲ್ಲಿಸಿದರು. [448, 994, 582, 1102]
song-line: ಜಗದಂಬೆ ನಿನ್ನ ಮಹಿಮೆ ಅಪಾರ [747, 451, 819, 459]
section-title: ಮೈಸೂರು ನಗರ [108, 54, 200, 75]
letter-body: ಮಾನ್ಯರೇ, ಸರಳ ಮತ್ತು ಸಜ್ಜನ ರಾಜಕಾರಣಿ ಎಂದೇ ಹೆಸರಾದ ಜಪಾನ್ ದೇಶದ ಮಾಜಿ ಪ್ರಧಾನಿ ಶಿಂಜೋ ಅಬೆ ಅವರ ಹತ್ಯೆ ದುರದೃಷ್ಟಕರ. ಅವರ ಭದ್ರತೆಗೆ ಗನ್‌ಮ್ಯಾನ್ ಇರಲಿಲ್ಲವೇಕೆ ಎಂಬ ಪ್ರಶ್ನೆ ಮೂಡುತ್ತದೆ. ಗಣ್ಯರ ಭದ್ರತೆಯಲ್ಲಿ ಲೋಪ ಆಗಬಾರದು. [53, 897, 271, 921]
vp-list-item: 9. ಕೆ.ಆರ್.ನಾರಾಯಣನ್ 1992 ರಿಂದ 1997 [588, 1186, 688, 1193]
photo-caption: ಮಾರ್ಗರೇಟ್ ಆಳ್ವ [529, 980, 569, 988]
registration-dot [840, 10, 848, 18]
joke-line: ಗಿರಾಕಿ : ಛೆ! ಇದ್ದು ಏನೂ ಪ್ರಯೋಜನ. ನಾನು ಮನೆ ಬಿಟ್ಟು ಬಂದಿದ್ದೇ ಅದಕ್ಕೆ. [51, 131, 206, 139]
laughing-face-icon [51, 89, 73, 111]
joke-line: ಪ್ರೊಪ್ರೈಟರ್ : ಖಂಡಿತವಾಗಿ ಸಾರ್, ನೀವು ಇಲ್ಲಿದ್ದರೆ ನಿಮ್ಮ ಮನೆಯಲ್ಲೇ ಇದ್ದೀರಿ ಎನಿಸುತ್ತದೆ. [51, 122, 233, 130]
warrant-term: (Warrant of Precedence) [324, 982, 408, 990]
vp-list-item: 5. ಬಿ.ಡಿ.ಜತ್ತಿ 1974 ರಿಂದ 1979 [588, 1142, 664, 1149]
crown-shape [566, 238, 608, 320]
vp-list-title: ಭಾರತದ ಉಪ ರಾಷ್ಟ್ರಪತಿಗಳು [630, 1074, 696, 1082]
letter-body: ಅಗತ್ಯ ವಸ್ತುಗಳ ಮೇಲಿನ ತೆರಿಗೆ ಕಡಿಮೆ ಮಾಡಬೇಕು. ಇಂಧನ ಬೆಲೆ ಏರಿಕೆಯೂ ಇದಕ್ಕೆ ಕಾರಣವಾಗಿದೆ. ಸಾರ್ವಜನಿಕ ವಿತರಣಾ ವ್ಯವಸ್ಥೆ ಬಲಪಡಿಸಿ ಬಡವರ ಹಿತ ಕಾಪಾಡಬೇಕೆಂದು ವಿನಂತಿ. [165, 741, 271, 774]
candidate-photo-dhankhar [448, 892, 514, 978]
header-band [488, 90, 798, 142]
paper-tagline: (ಪ್ರಾದೇಶಿಕ ಸತ್ಯದ ಸಂಕೇತ - ನಿತ್ಯ ಸತ್ಯದ ಧ್ವನಿ) [121, 229, 203, 235]
author-signature: -ಡಾ.ಕೆ.ವಿ.ವಾಸು [794, 1266, 836, 1275]
letter-title: ಗನ್‌ಮ್ಯಾನ್ ಇರಲಿಲ್ಲವೇಕೆ? [111, 879, 213, 893]
face-shape [758, 1270, 778, 1294]
author-photo [296, 90, 344, 142]
